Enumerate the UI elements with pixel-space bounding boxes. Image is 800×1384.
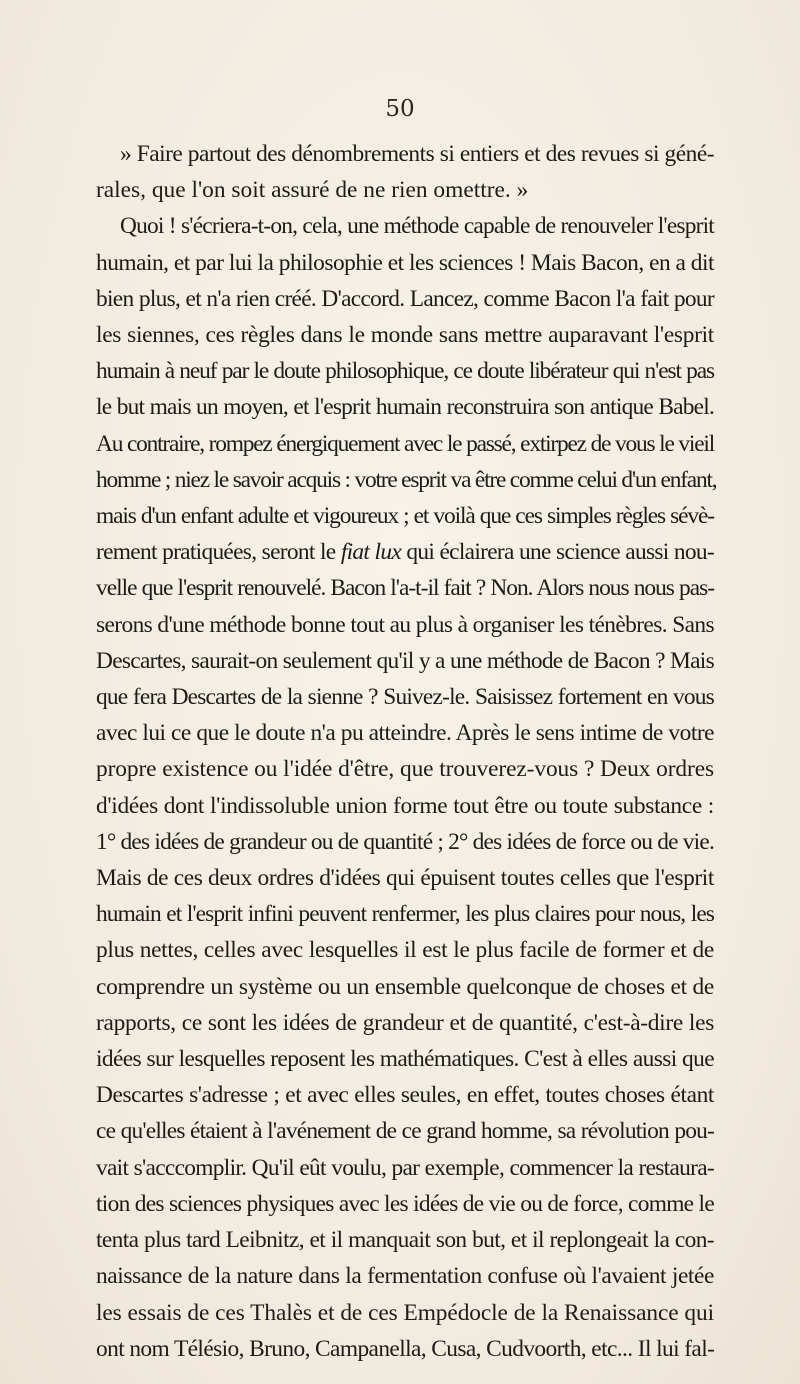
text-line: tenta plus tard Leibnitz, et il manquait son but, et il replongeait la con- [96,1227,714,1254]
text-line: » Faire partout des dénombrements si entiers et des revues si géné- [120,141,714,167]
text-line: idées sur lesquelles reposent les mathématiques. C'est à elles aussi que [96,1046,714,1073]
text-line: avec lui ce que le doute n'a pu atteindre. Après le sens intime de votre [96,720,714,747]
text-line: comprendre un système ou un ensemble quelconque de choses et de [96,973,714,1000]
body-text [96,136,717,1367]
text-line: Mais de ces deux ordres d'idées qui épuisent toutes celles que l'esprit [96,865,714,892]
text-line: vait s'acccomplir. Qu'il eût voulu, par exemple, commencer la restaura- [96,1154,714,1181]
text-line: Descartes s'adresse ; et avec elles seules, en effet, toutes choses étant [96,1082,714,1109]
text-line: homme ; niez le savoir acquis : votre esprit va être comme celui d'un enfant, [96,466,717,493]
text-line: naissance de la nature dans la fermentation confuse où l'avaient jetée [96,1263,714,1290]
text-line: serons d'une méthode bonne tout au plus à organiser les ténèbres. Sans [96,611,714,638]
text-line-end: qui éclairera une science aussi nou- [406,539,714,566]
text-line: Descartes, saurait-on seulement qu'il y a une méthode de Bacon ? Mais [96,647,714,674]
text-line: les essais de ces Thalès et de ces Empédocle de la Renaissance qui [96,1299,714,1326]
text-line: ce qu'elles étaient à l'avénement de ce grand homme, sa révolution pou- [96,1118,714,1145]
text-line: les siennes, ces règles dans le monde sans mettre auparavant l'esprit [96,322,714,349]
text-line: tion des sciences physiques avec les idées de vie ou de force, comme le [96,1190,714,1217]
text-line: Quoi ! s'écriera-t-on, cela, une méthode capable de renouveler l'esprit [120,213,714,240]
text-line: bien plus, et n'a rien créé. D'accord. Lancez, comme Bacon l'a fait pour [96,285,714,312]
text-line: humain à neuf par le doute philosophique, ce doute libérateur qui n'est pas [96,358,714,385]
text-line: velle que l'esprit renouvelé. Bacon l'a-t-il fait ? Non. Alors nous nous pas- [96,575,714,602]
text-line: Au contraire, rompez énergiquement avec le passé, extirpez de vous le vieil [96,430,714,457]
text-line: que fera Descartes de la sienne ? Suivez-le. Saisissez fortement en vous [96,684,714,711]
text-line: rales, que l'on soit assuré de ne rien omettre. » [96,177,529,204]
page-number: 50 [385,96,415,122]
text-line: mais d'un enfant adulte et vigoureux ; et voilà que ces simples règles sévè- [96,503,714,530]
text-line: d'idées dont l'indissoluble union forme tout être ou toute substance : [96,792,714,819]
text-line-start: rement pratiquées, seront le [96,539,336,566]
text-line: rapports, ce sont les idées de grandeur et de quantité, c'est-à-dire les [96,1009,714,1036]
text-line: ont nom Télésio, Bruno, Campanella, Cusa, Cudvoorth, etc... Il lui fal- [96,1335,715,1362]
text-line: le but mais un moyen, et l'esprit humain reconstruira son antique Babel. [96,394,714,421]
text-line: humain et l'esprit infini peuvent renfermer, les plus claires pour nous, les [96,901,714,928]
text-line: humain, et par lui la philosophie et les sciences ! Mais Bacon, en a dit [96,249,714,276]
text-line: plus nettes, celles avec lesquelles il est le plus facile de former et de [96,937,714,964]
text-line-with-italic [96,534,714,570]
text-line: 1° des idées de grandeur ou de quantité ; 2° des idées de force ou de vie. [96,828,714,855]
italic-phrase: fiat lux [340,539,402,566]
text-line: propre existence ou l'idée d'être, que trouverez-vous ? Deux ordres [96,756,714,783]
